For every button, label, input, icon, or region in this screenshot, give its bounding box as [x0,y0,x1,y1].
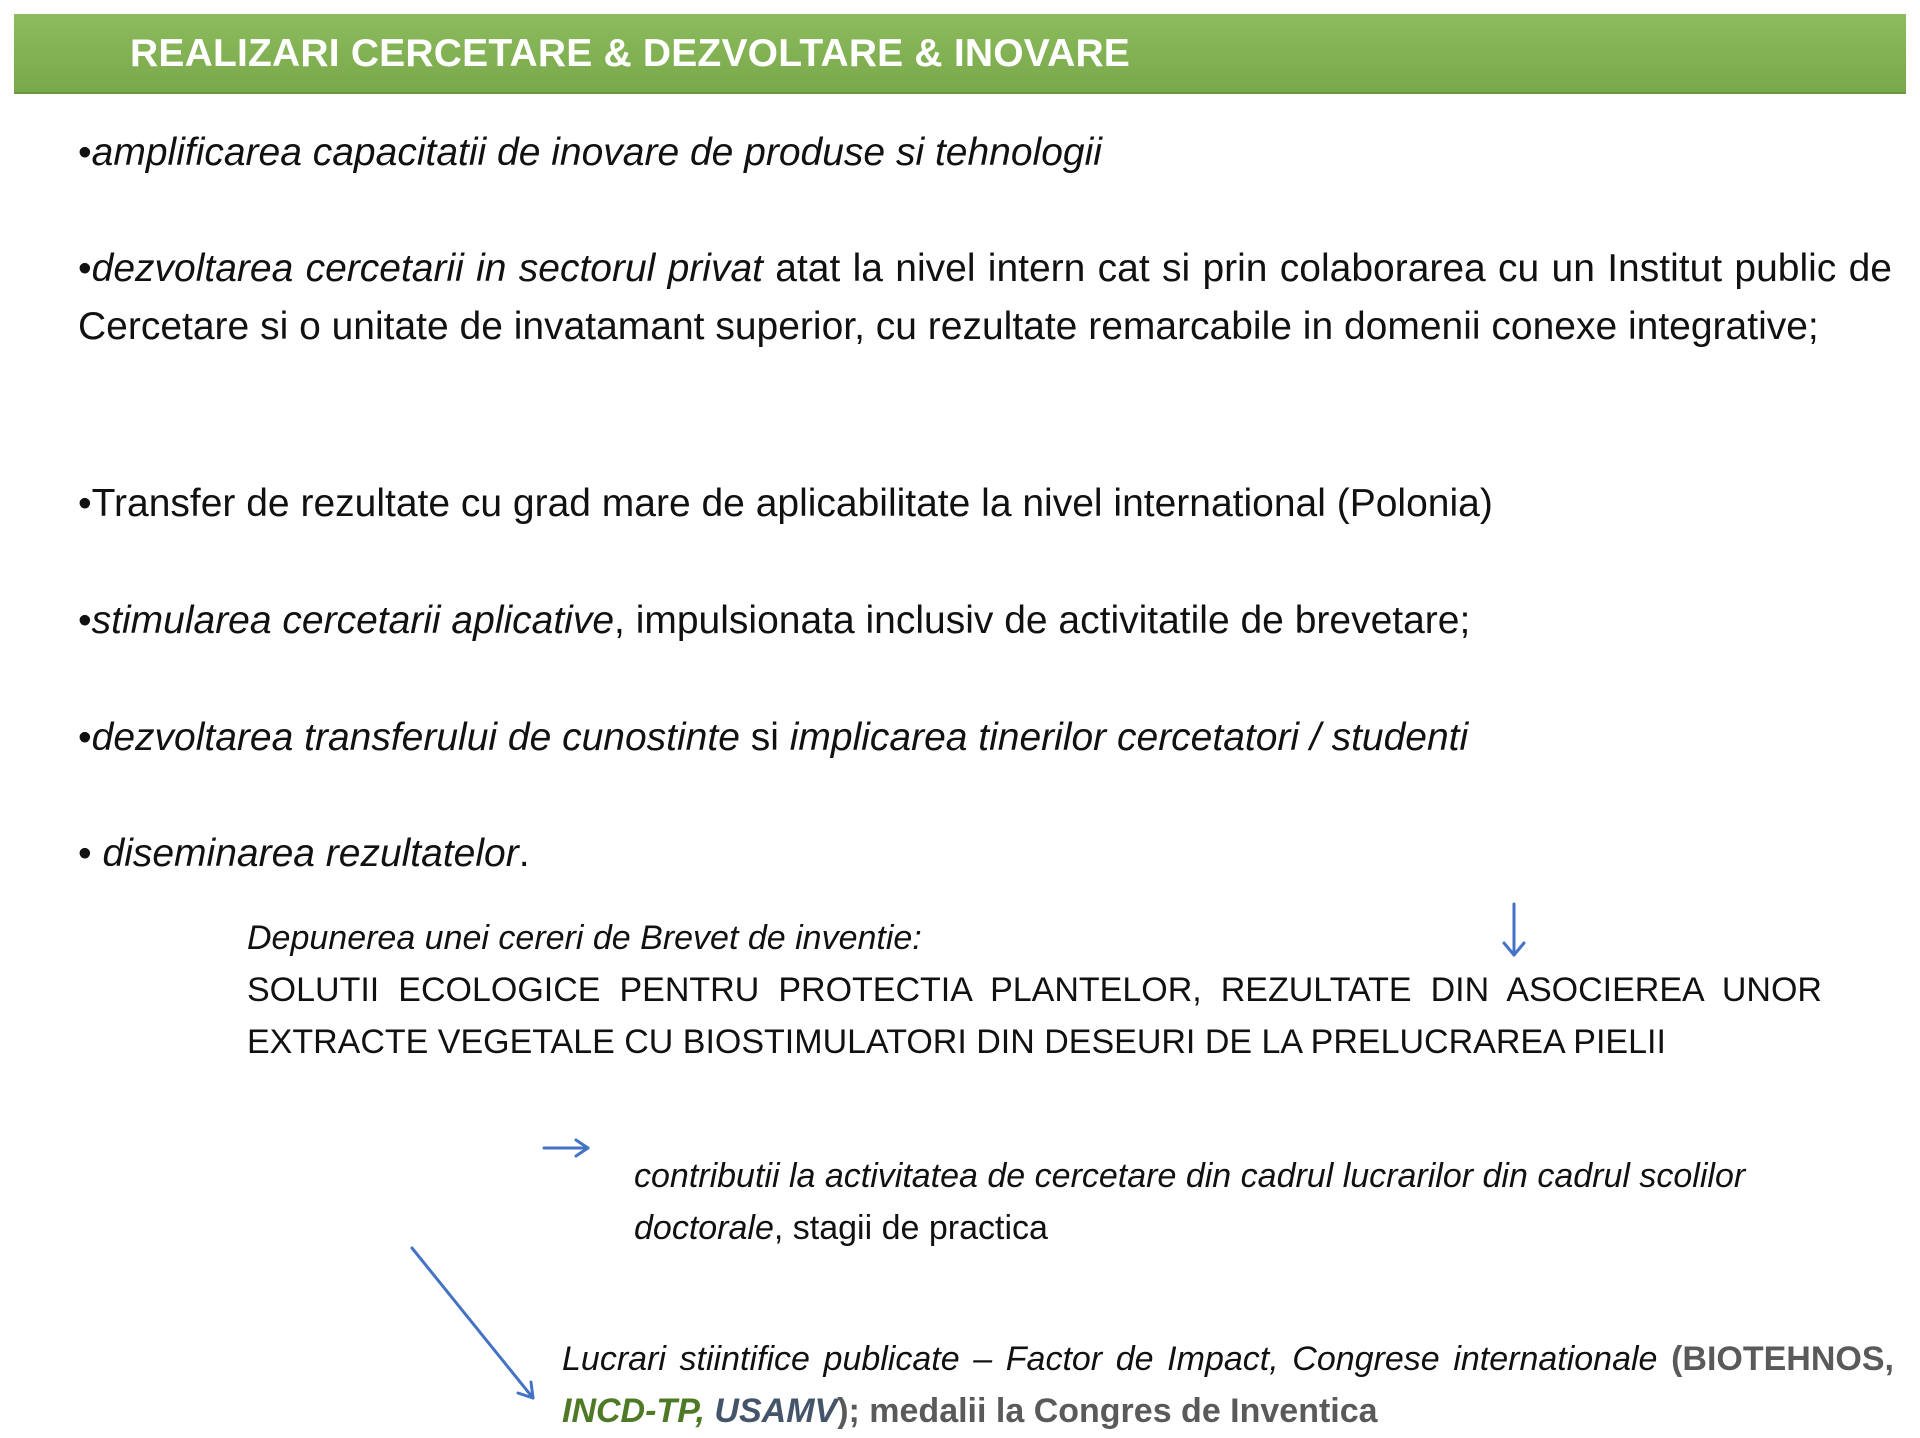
bullet-text: , impulsionata inclusiv de activitatile de brevetare; [614,599,1471,642]
patent-intro: Depunerea unei cereri de Brevet de inventie: [247,919,922,957]
bullet-marker: • [78,599,92,642]
bullet-item-stimulare [78,592,1892,650]
bullet-text: si [739,716,790,759]
bullet-item-inovare [78,124,1892,182]
medals-text: ); medalii la Congres de Inventica [837,1392,1378,1430]
publications-block [562,1333,1894,1437]
bullet-item-transfer [78,475,1892,533]
bullet-marker: • [78,131,92,174]
contributions-text: , stagii de practica [773,1209,1048,1247]
bullet-text: . [518,832,530,875]
partner-usamv: USAMV [714,1392,838,1430]
bullet-text-italic: dezvoltarea transferului de cunostinte [91,716,740,759]
header-bar [14,14,1906,94]
patent-block [247,912,1822,1068]
partners-open: (BIOTEHNOS, [1671,1340,1894,1378]
bullet-item-cercetare-privat [78,240,1892,356]
partner-separator [705,1392,714,1430]
bullet-item-diseminare [78,825,1892,883]
contributions-italic: contributii la activitatea de cercetare din cadrul lucrarilor din cadrul scolilor doctorale [634,1157,1746,1247]
contributions-block [634,1150,1824,1254]
arrow-right-icon [544,1140,588,1156]
publications-italic: Lucrari stiintifice publicate – Factor de Impact, Congrese internationale [562,1340,1658,1378]
bullet-text-italic: implicarea tinerilor cercetatori / studenti [789,716,1469,759]
bullet-text-italic: stimularea cercetarii aplicative [91,599,615,642]
bullet-marker: • [78,832,103,875]
bullet-marker: • [78,482,92,525]
page-title: REALIZARI CERCETARE & DEZVOLTARE & INOVARE [130,32,1131,75]
bullet-text: Transfer de rezultate cu grad mare de aplicabilitate la nivel international (Polonia) [91,482,1493,525]
arrow-diagonal-icon [412,1248,533,1398]
partner-incd-tp: INCD-TP, [562,1392,705,1430]
bullet-marker: • [78,716,92,759]
bullet-item-transfer-cunostinte [78,709,1892,767]
bullet-text-italic: diseminarea rezultatelor [102,832,519,875]
bullet-text-italic: dezvoltarea cercetarii in sectorul privat [91,247,763,290]
patent-title: SOLUTII ECOLOGICE PENTRU PROTECTIA PLANTELOR, REZULTATE DIN ASOCIEREA UNOR EXTRACTE VEGETALE CU BIOSTIMULATORI DIN DESEURI DE LA PRELUCRAREA PIELII [247,971,1822,1061]
bullet-text: atat la nivel intern cat si prin colaborarea cu un Institut public de Cercetare si o unitate de invatamant superior, cu rezultate remarcabile in domenii conexe integrative; [78,247,1892,348]
bullet-text-italic: amplificarea capacitatii de inovare de produse si tehnologii [91,131,1102,174]
bullet-marker: • [78,247,92,290]
